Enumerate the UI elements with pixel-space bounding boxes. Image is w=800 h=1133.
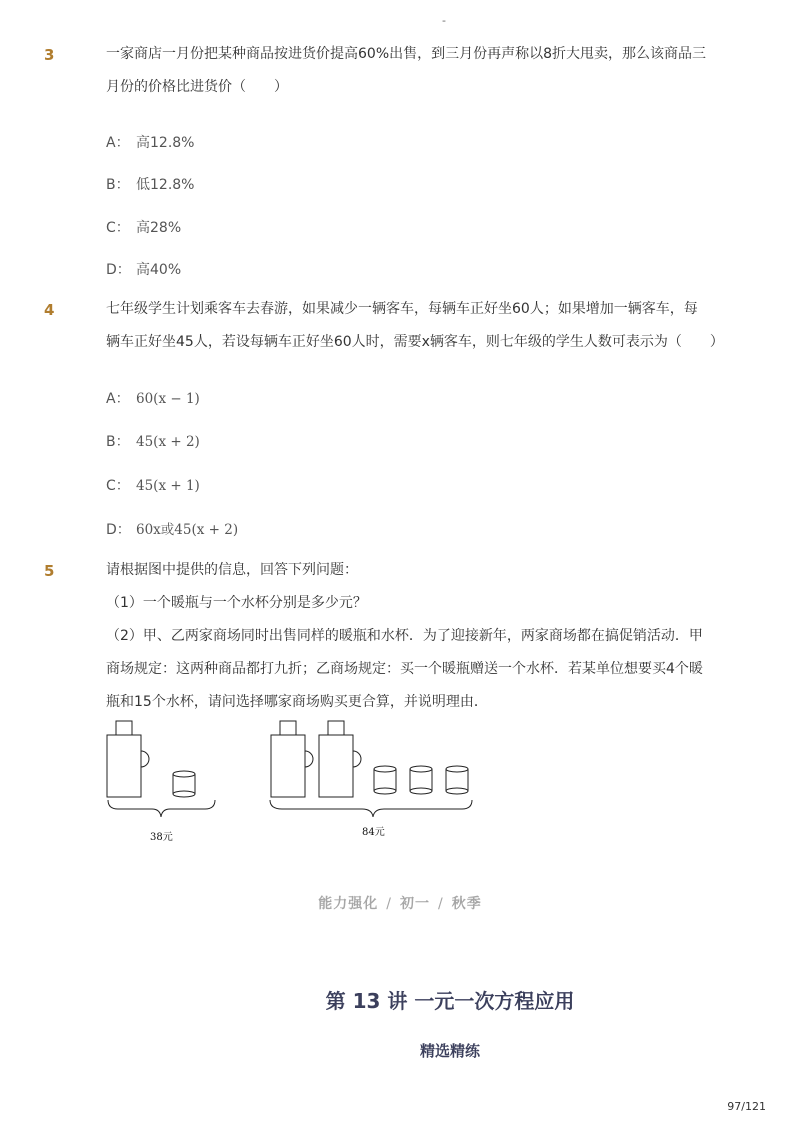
question-4-stem <box>106 293 726 359</box>
question-5-part2 <box>106 620 726 719</box>
question-3-stem-line1: 一家商店一月份把某种商品按进货价提高60%出售，到三月份再声称以8折大甩卖，那么该商品三 <box>106 46 707 62</box>
question-4-stem-line2: 辆车正好坐45人，若设每辆车正好坐60人时，需要x辆客车，则七年级的学生人数可表示为（ ） <box>106 334 724 350</box>
option-label: B： <box>106 177 130 193</box>
footer-breadcrumb <box>0 893 800 913</box>
option-text: 高28% <box>136 220 182 236</box>
question-3-option-c[interactable] <box>106 217 181 237</box>
breadcrumb-separator: / <box>386 896 392 912</box>
question-5-part1: （1）一个暖瓶与一个水杯分别是多少元？ <box>106 595 367 611</box>
option-label: C： <box>106 478 130 494</box>
option-label: D： <box>106 262 131 278</box>
option-text: 60(x − 1) <box>136 391 200 407</box>
option-label: A： <box>106 391 130 407</box>
thermos-icon <box>271 721 313 797</box>
option-label: A： <box>106 135 130 151</box>
header-mark: - <box>442 14 446 27</box>
right-brace <box>270 800 472 817</box>
breadcrumb-item: 能力强化 <box>318 896 379 912</box>
lesson-title: 第 13 讲 一元一次方程应用 <box>325 989 575 1013</box>
question-4-stem-line1: 七年级学生计划乘客车去春游，如果减少一辆客车，每辆车正好坐60人；如果增加一辆客车，每 <box>106 301 698 317</box>
left-brace <box>108 800 215 817</box>
question-5-figure <box>100 714 490 846</box>
question-5-part2-line3: 瓶和15个水杯，请问选择哪家商场购买更合算，并说明理由． <box>106 694 488 710</box>
option-text: 高12.8% <box>136 135 195 151</box>
breadcrumb-item: 秋季 <box>451 896 482 912</box>
section-title: 精选精练 <box>419 1042 480 1060</box>
question-5-number: 5 <box>44 562 55 580</box>
thermos-icon <box>319 721 361 797</box>
thermos-icon <box>107 721 149 797</box>
right-price-label: 84元 <box>362 827 385 838</box>
question-3-option-d[interactable] <box>106 259 181 279</box>
option-label: B： <box>106 434 130 450</box>
option-label: C： <box>106 220 130 236</box>
breadcrumb-item: 初一 <box>400 896 430 912</box>
question-4-option-d[interactable] <box>106 518 238 539</box>
question-3-option-a[interactable] <box>106 132 194 152</box>
question-5-part2-line2: 商场规定：这两种商品都打九折；乙商场规定：买一个暖瓶赠送一个水杯．若某单位想要买4个暖 <box>106 661 703 677</box>
question-5-intro: 请根据图中提供的信息，回答下列问题： <box>106 562 358 578</box>
question-5-part2-line1: （2）甲、乙两家商场同时出售同样的暖瓶和水杯．为了迎接新年，两家商场都在搞促销活动．甲 <box>106 628 703 644</box>
question-3-stem-line2: 月份的价格比进货价（ ） <box>106 79 288 95</box>
cup-icon <box>173 771 195 797</box>
option-text: 45(x + 1) <box>136 478 200 494</box>
option-text: 高40% <box>136 262 182 278</box>
question-4-option-b[interactable] <box>106 431 200 451</box>
cup-icon <box>374 766 396 794</box>
left-price-label: 38元 <box>150 832 173 843</box>
question-3-stem <box>106 38 726 104</box>
question-4-option-c[interactable] <box>106 475 200 495</box>
cup-icon <box>446 766 468 794</box>
option-text: 60x或45(x + 2) <box>136 522 239 538</box>
question-3-option-b[interactable] <box>106 174 194 194</box>
option-label: D： <box>106 522 131 538</box>
question-3-number: 3 <box>44 46 55 64</box>
question-4-option-a[interactable] <box>106 388 200 408</box>
cup-icon <box>410 766 432 794</box>
breadcrumb-separator: / <box>438 896 444 912</box>
option-text: 低12.8% <box>136 177 195 193</box>
option-text: 45(x + 2) <box>136 434 200 450</box>
page-number: 97/121 <box>727 1100 766 1113</box>
question-4-number: 4 <box>44 301 55 319</box>
